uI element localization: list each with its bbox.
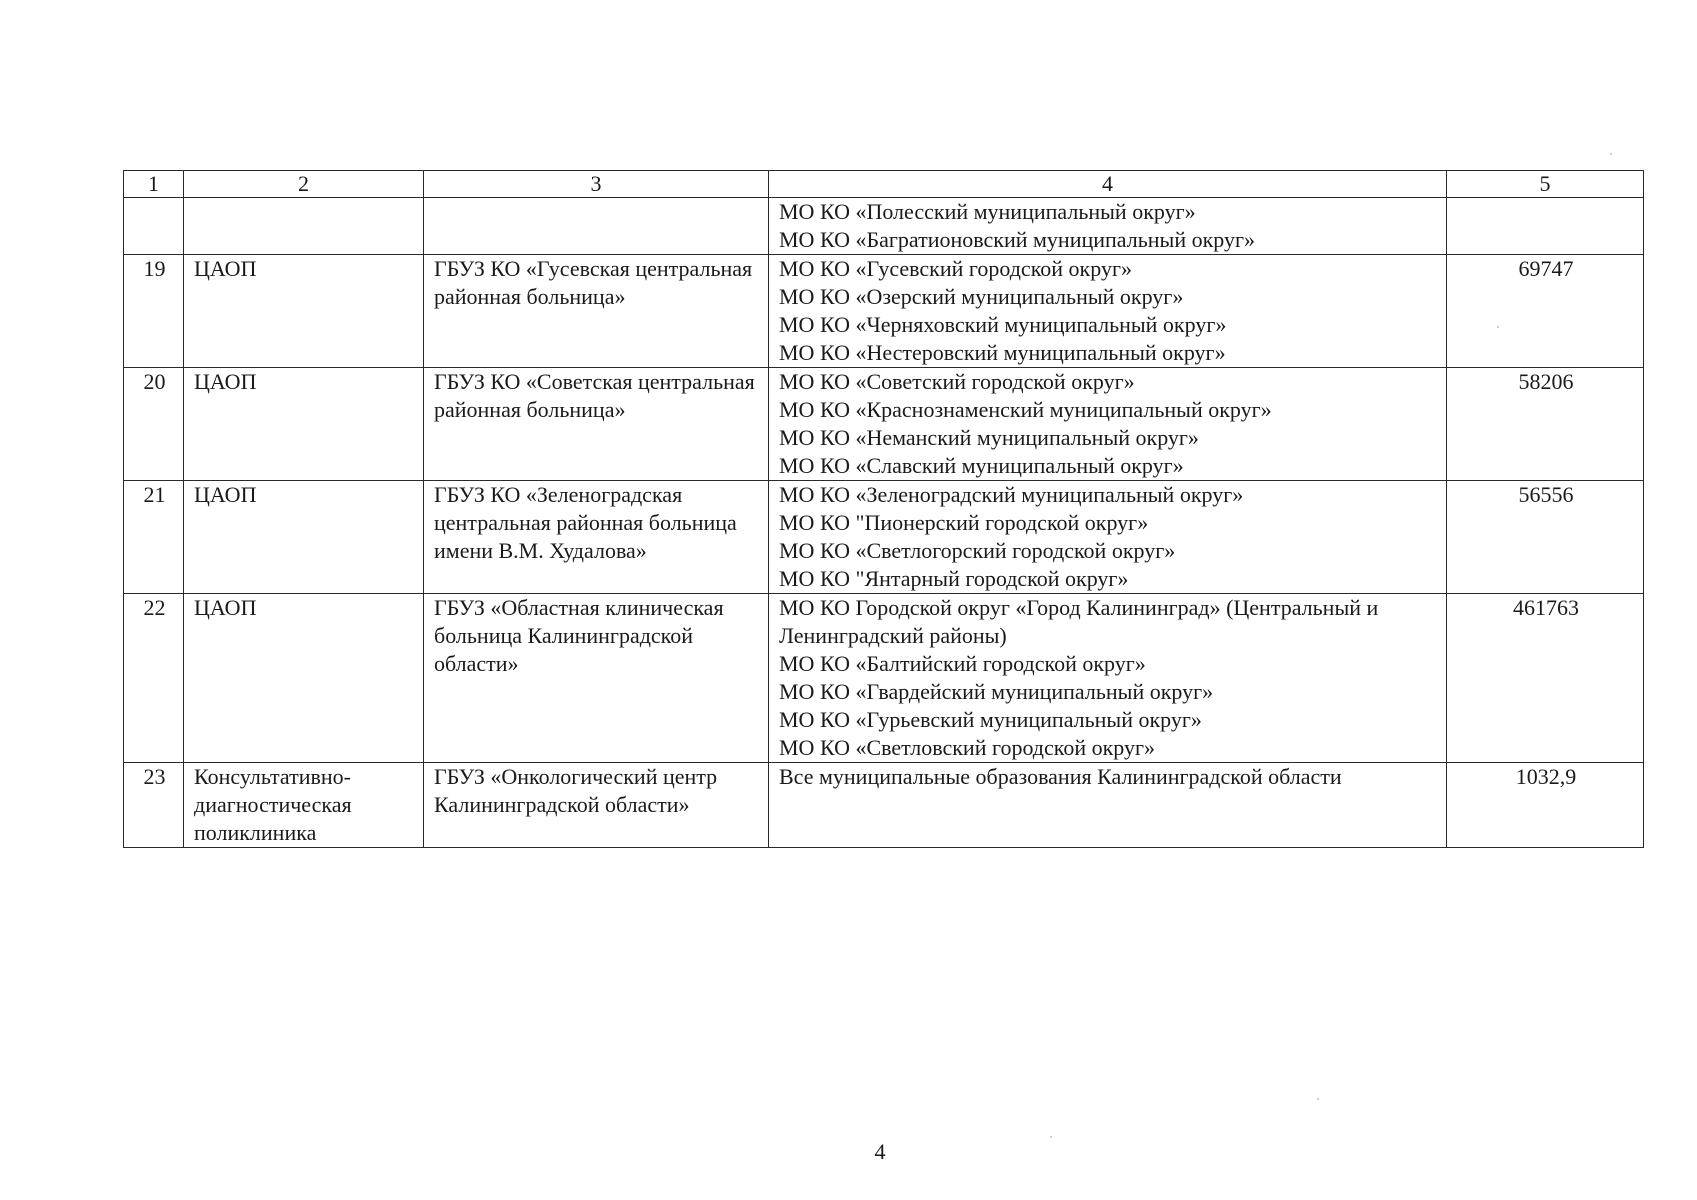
territory-item: МО КО «Краснознаменский муниципальный округ» <box>779 397 1272 422</box>
facility-type: ЦАОП <box>184 368 424 481</box>
territory-item: МО КО «Нестеровский муниципальный округ» <box>779 340 1226 365</box>
row-number <box>124 198 184 255</box>
page-number: 4 <box>874 1139 886 1164</box>
row-number: 22 <box>124 594 184 763</box>
territory-item: МО КО «Озерский муниципальный округ» <box>779 284 1184 309</box>
row-number: 20 <box>124 368 184 481</box>
institution-name: ГБУЗ КО «Зеленоградская центральная районная больница имени В.М. Худалова» <box>424 481 769 594</box>
territory-item: МО КО «Гурьевский муниципальный округ» <box>779 707 1202 732</box>
institution-name: ГБУЗ «Областная клиническая больница Калининградской области» <box>424 594 769 763</box>
territory-item: МО КО «Багратионовский муниципальный округ» <box>779 227 1256 252</box>
scan-speck <box>1317 1098 1319 1100</box>
territory-list <box>769 255 1447 368</box>
table-row <box>124 763 1644 848</box>
facility-type: ЦАОП <box>184 481 424 594</box>
territory-item: МО КО «Черняховский муниципальный округ» <box>779 312 1227 337</box>
population-value: 69747 <box>1447 255 1644 368</box>
institution-name: ГБУЗ КО «Советская центральная районная больница» <box>424 368 769 481</box>
row-number: 23 <box>124 763 184 848</box>
row-number: 21 <box>124 481 184 594</box>
table-header-row <box>124 171 1644 198</box>
territory-item: МО КО "Пионерский городской округ» <box>779 510 1149 535</box>
table-row <box>124 368 1644 481</box>
facility-type: Консультативно-диагностическая поликлиника <box>184 763 424 848</box>
territory-item: МО КО «Светловский городской округ» <box>779 735 1156 760</box>
population-value: 461763 <box>1447 594 1644 763</box>
table-row <box>124 594 1644 763</box>
territory-item: МО КО «Неманский муниципальный округ» <box>779 425 1199 450</box>
territory-item: МО КО «Славский муниципальный округ» <box>779 453 1184 478</box>
table-row <box>124 198 1644 255</box>
territory-item: МО КО «Балтийский городской округ» <box>779 651 1146 676</box>
column-header: 2 <box>184 171 424 198</box>
population-value: 56556 <box>1447 481 1644 594</box>
population-value: 58206 <box>1447 368 1644 481</box>
territory-item: МО КО «Гусевский городской округ» <box>779 256 1132 281</box>
territory-item: Все муниципальные образования Калининградской области <box>779 764 1342 789</box>
facility-type: ЦАОП <box>184 255 424 368</box>
scan-speck <box>1497 326 1499 328</box>
territory-item: МО КО "Янтарный городской округ» <box>779 566 1129 591</box>
facility-type <box>184 198 424 255</box>
territory-list <box>769 763 1447 848</box>
territory-item: МО КО «Гвардейский муниципальный округ» <box>779 679 1214 704</box>
scan-speck <box>1610 153 1612 155</box>
territory-list <box>769 594 1447 763</box>
territory-list <box>769 198 1447 255</box>
territory-item: МО КО «Зеленоградский муниципальный округ» <box>779 482 1244 507</box>
territory-list <box>769 368 1447 481</box>
table-row <box>124 255 1644 368</box>
institution-name <box>424 198 769 255</box>
territory-item: МО КО Городской округ «Город Калининград» (Центральный и Ленинградский районы) <box>779 595 1379 648</box>
territory-item: МО КО «Полесский муниципальный округ» <box>779 199 1196 224</box>
table-row <box>124 481 1644 594</box>
column-header: 1 <box>124 171 184 198</box>
institution-name: ГБУЗ «Онкологический центр Калининградской области» <box>424 763 769 848</box>
scan-speck <box>1050 1136 1052 1138</box>
institution-name: ГБУЗ КО «Гусевская центральная районная больница» <box>424 255 769 368</box>
districts-table <box>123 170 1644 848</box>
row-number: 19 <box>124 255 184 368</box>
population-value <box>1447 198 1644 255</box>
column-header: 3 <box>424 171 769 198</box>
column-header: 5 <box>1447 171 1644 198</box>
territory-item: МО КО «Советский городской округ» <box>779 369 1135 394</box>
territory-item: МО КО «Светлогорский городской округ» <box>779 538 1176 563</box>
territory-list <box>769 481 1447 594</box>
population-value: 1032,9 <box>1447 763 1644 848</box>
column-header: 4 <box>769 171 1447 198</box>
facility-type: ЦАОП <box>184 594 424 763</box>
